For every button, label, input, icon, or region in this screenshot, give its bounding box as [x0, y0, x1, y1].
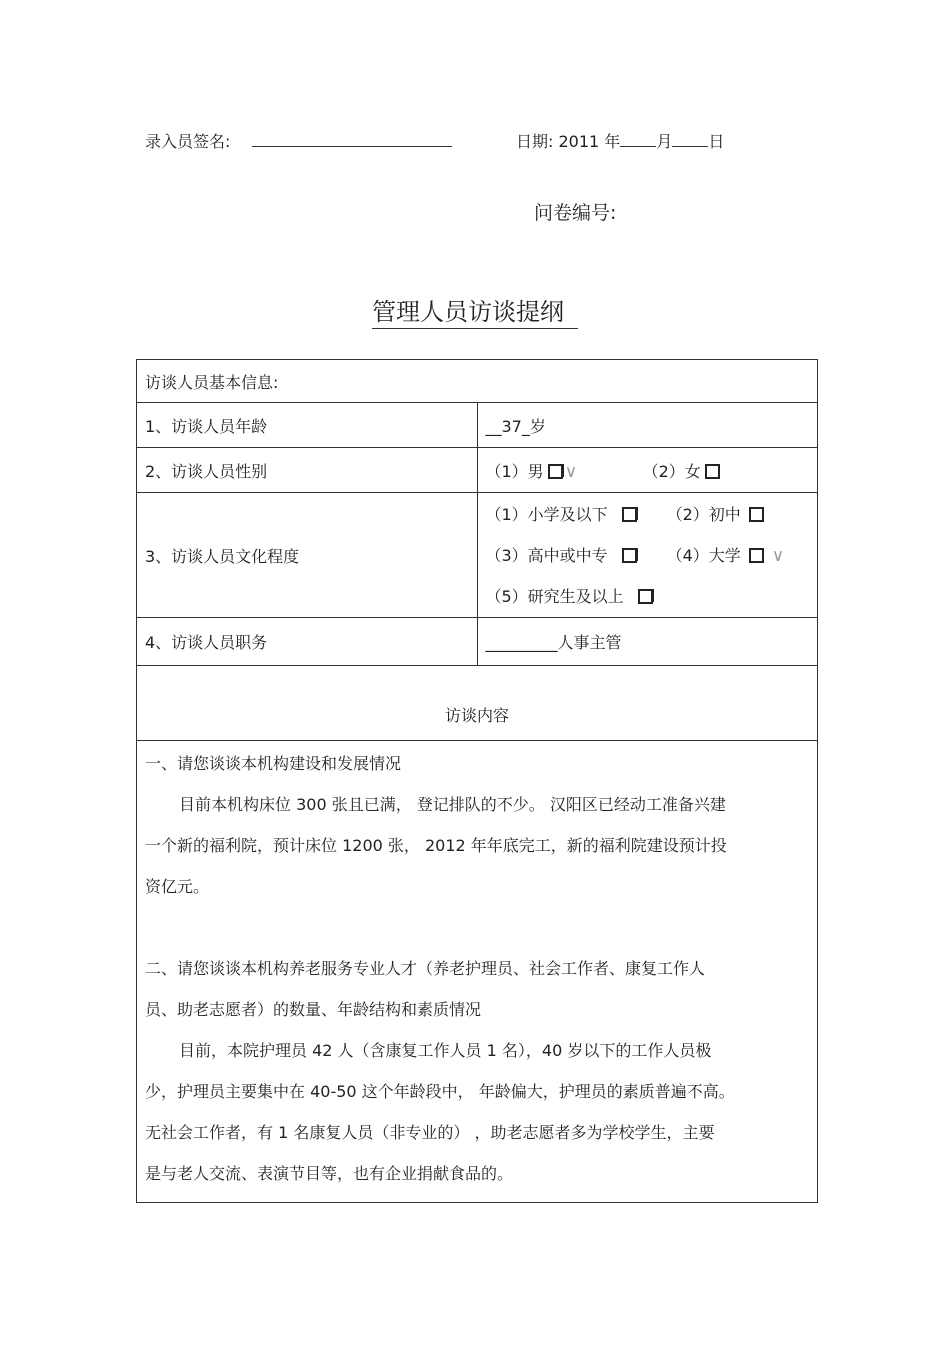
- entry-signature-row: [145, 129, 452, 152]
- position-value: _________人事主管: [477, 618, 818, 666]
- gender-option-female-label: （2）女: [642, 461, 701, 481]
- gender-male-checkmark: ∨: [564, 461, 578, 482]
- answer-2-line-1: 目前，本院护理员 42 人（含康复工作人员 1 名），40 岁以下的工作人员极: [179, 1041, 712, 1060]
- education-line-2: [486, 535, 810, 576]
- basic-info-heading: 访谈人员基本信息:: [137, 360, 818, 403]
- interview-content-heading: 访谈内容: [137, 666, 818, 741]
- answer-2-line-4: 是与老人交流、表演节目等，也有企业捐献食品的。: [145, 1164, 514, 1183]
- education-options: [477, 493, 818, 618]
- answer-2-line-2: 少，护理员主要集中在 40-50 这个年龄段中， 年龄偏大，护理员的素质普遍不高。: [145, 1082, 735, 1101]
- edu-option-graduate[interactable]: [486, 576, 653, 617]
- date-year: 2011 年: [558, 132, 621, 151]
- interview-content: [137, 741, 818, 1203]
- edu-graduate-checkbox[interactable]: [638, 589, 653, 604]
- blank-line: [145, 907, 809, 948]
- edu-junior-checkbox[interactable]: [749, 507, 764, 522]
- age-row: [137, 403, 818, 448]
- answer-1-line-1: 目前本机构床位 300 张且已满， 登记排队的不少。 汉阳区已经动工准备兴建: [179, 795, 726, 814]
- edu-option-university-label: （4）大学: [666, 545, 741, 565]
- question-1: 一、请您谈谈本机构建设和发展情况: [145, 754, 402, 773]
- basic-info-row: [137, 360, 818, 403]
- gender-female-checkbox[interactable]: [705, 464, 720, 479]
- age-label: 1、访谈人员年龄: [137, 403, 478, 448]
- education-line-1: [486, 494, 810, 535]
- edu-university-checkbox[interactable]: [749, 548, 764, 563]
- edu-option-senior-label: （3）高中或中专: [485, 545, 608, 565]
- gender-option-male-label: （1）男: [485, 461, 544, 481]
- edu-option-university[interactable]: [667, 535, 785, 577]
- edu-option-primary-label: （1）小学及以下: [485, 504, 608, 524]
- questionnaire-number: 问卷编号:: [534, 202, 617, 224]
- edu-option-senior[interactable]: [486, 535, 662, 576]
- gender-male-checkbox[interactable]: [548, 464, 563, 479]
- gender-option-female[interactable]: [643, 459, 720, 482]
- gender-row: [137, 448, 818, 493]
- age-value: __37_岁: [477, 403, 818, 448]
- edu-option-graduate-label: （5）研究生及以上: [485, 586, 624, 606]
- edu-option-junior-label: （2）初中: [666, 504, 741, 524]
- position-row: [137, 618, 818, 666]
- date-row: [516, 129, 724, 152]
- edu-option-junior[interactable]: [667, 494, 764, 535]
- question-2-line-2: 员、助老志愿者）的数量、年龄结构和素质情况: [145, 1000, 482, 1019]
- gender-options: [477, 448, 818, 493]
- gender-option-male[interactable]: [486, 459, 638, 482]
- document-title: 管理人员访谈提纲: [372, 298, 578, 329]
- date-day: 日: [708, 132, 725, 151]
- interview-form-table: [136, 359, 818, 1203]
- date-day-blank: [672, 132, 708, 147]
- education-row: [137, 493, 818, 618]
- edu-primary-checkbox[interactable]: [622, 507, 637, 522]
- date-label: 日期:: [516, 132, 554, 151]
- interview-content-row: [137, 741, 818, 1203]
- interview-content-heading-row: [137, 666, 818, 741]
- education-line-3: [486, 576, 810, 617]
- date-month-blank: [620, 132, 656, 147]
- entry-signature-label: 录入员签名:: [145, 132, 231, 151]
- edu-option-primary[interactable]: [486, 494, 662, 535]
- education-label: 3、访谈人员文化程度: [137, 493, 478, 618]
- gender-label: 2、访谈人员性别: [137, 448, 478, 493]
- answer-2-line-3: 无社会工作者，有 1 名康复人员（非专业的） ，助老志愿者多为学校学生，主要: [145, 1123, 715, 1142]
- edu-senior-checkbox[interactable]: [622, 548, 637, 563]
- date-month: 月: [656, 132, 673, 151]
- question-2-line-1: 二、请您谈谈本机构养老服务专业人才（养老护理员、社会工作者、康复工作人: [145, 959, 706, 978]
- answer-1-line-3: 资亿元。: [145, 877, 210, 896]
- answer-1-line-2: 一个新的福利院，预计床位 1200 张， 2012 年年底完工，新的福利院建设预计投: [145, 836, 727, 855]
- entry-signature-blank: [252, 132, 452, 147]
- position-label: 4、访谈人员职务: [137, 618, 478, 666]
- edu-university-checkmark: ∨: [771, 545, 785, 566]
- document-title-wrap: [0, 292, 950, 327]
